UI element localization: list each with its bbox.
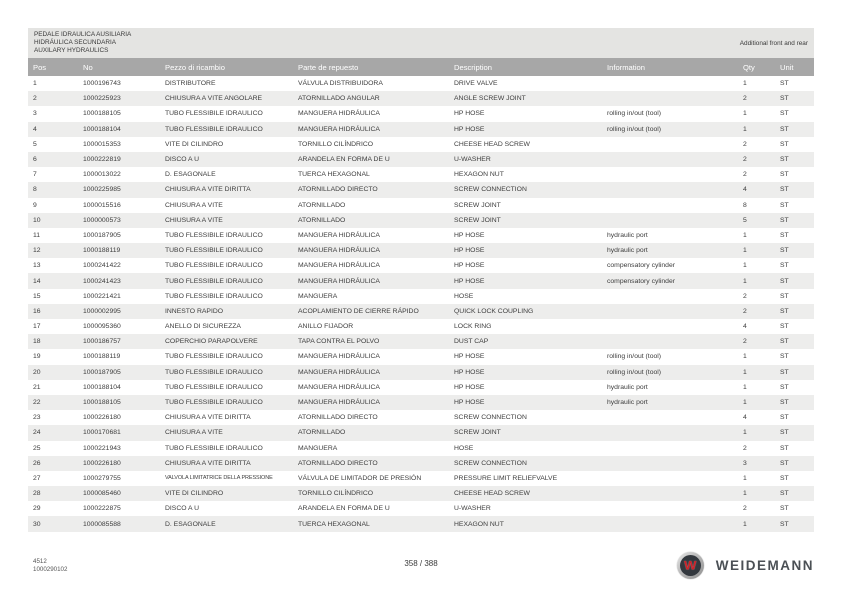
cell-information: compensatory cylinder bbox=[607, 277, 675, 285]
title-line-spanish: HIDRÁULICA SECUNDARIA bbox=[34, 39, 117, 46]
cell-no: 1000085460 bbox=[83, 490, 121, 498]
cell-description: HP HOSE bbox=[454, 125, 485, 133]
cell-no: 1000196743 bbox=[83, 80, 121, 88]
logo-inner-disc bbox=[680, 555, 701, 576]
table-row bbox=[28, 365, 814, 380]
table-row bbox=[28, 516, 814, 531]
cell-no: 1000187905 bbox=[83, 231, 121, 239]
cell-parte: VÁLVULA DISTRIBUIDORA bbox=[298, 80, 383, 88]
table-row bbox=[28, 334, 814, 349]
cell-pos: 1 bbox=[33, 80, 37, 88]
table-row bbox=[28, 304, 814, 319]
cell-pezzo: TUBO FLESSIBILE IDRAULICO bbox=[165, 262, 263, 270]
cell-parte: MANGUERA HIDRÁULICA bbox=[298, 110, 380, 118]
cell-no: 1000221943 bbox=[83, 444, 121, 452]
cell-information bbox=[602, 410, 738, 425]
cell-pezzo: TUBO FLESSIBILE IDRAULICO bbox=[165, 125, 263, 133]
cell-description: HEXAGON NUT bbox=[454, 171, 504, 179]
cell-pos: 30 bbox=[33, 520, 41, 528]
cell-description: HP HOSE bbox=[454, 383, 485, 391]
cell-qty: 2 bbox=[743, 307, 747, 315]
cell-no: 1000225923 bbox=[83, 95, 121, 103]
cell-parte: TUERCA HEXAGONAL bbox=[298, 520, 370, 528]
cell-pos: 28 bbox=[33, 490, 41, 498]
table-row bbox=[28, 410, 814, 425]
cell-information: rolling in/out (tool) bbox=[607, 125, 662, 133]
cell-information bbox=[602, 319, 738, 334]
table-row bbox=[28, 425, 814, 440]
cell-qty: 2 bbox=[743, 444, 747, 452]
cell-description: HP HOSE bbox=[454, 110, 485, 118]
cell-pezzo: TUBO FLESSIBILE IDRAULICO bbox=[165, 110, 263, 118]
cell-qty: 1 bbox=[743, 277, 747, 285]
section-title-block bbox=[28, 28, 814, 58]
cell-no: 1000188105 bbox=[83, 399, 121, 407]
cell-parte: MANGUERA HIDRÁULICA bbox=[298, 368, 380, 376]
cell-pezzo: TUBO FLESSIBILE IDRAULICO bbox=[165, 368, 263, 376]
cell-parte: MANGUERA HIDRÁULICA bbox=[298, 277, 380, 285]
title-line-italian: PEDALE IDRAULICA AUSILIARIA bbox=[34, 31, 132, 38]
cell-information: rolling in/out (tool) bbox=[607, 353, 662, 361]
cell-parte: TAPA CONTRA EL POLVO bbox=[298, 338, 380, 346]
cell-pos: 8 bbox=[33, 186, 37, 194]
page-content bbox=[28, 28, 814, 532]
cell-description: HP HOSE bbox=[454, 368, 485, 376]
cell-description: HP HOSE bbox=[454, 231, 485, 239]
cell-unit: ST bbox=[780, 520, 789, 528]
cell-no: 1000013022 bbox=[83, 171, 121, 179]
table-row bbox=[28, 486, 814, 501]
cell-qty: 1 bbox=[743, 80, 747, 88]
cell-pos: 29 bbox=[33, 505, 41, 513]
cell-unit: ST bbox=[780, 140, 789, 148]
cell-information bbox=[602, 486, 738, 501]
cell-information bbox=[602, 425, 738, 440]
cell-unit: ST bbox=[780, 505, 789, 513]
cell-description: HP HOSE bbox=[454, 353, 485, 361]
cell-qty: 1 bbox=[743, 262, 747, 270]
table-row bbox=[28, 380, 814, 395]
cell-no: 1000279755 bbox=[83, 474, 121, 482]
cell-qty: 5 bbox=[743, 216, 747, 224]
column-header-qty: Qty bbox=[738, 58, 775, 76]
cell-unit: ST bbox=[780, 414, 789, 422]
cell-information: hydraulic port bbox=[607, 247, 648, 255]
cell-parte: MANGUERA HIDRÁULICA bbox=[298, 262, 380, 270]
cell-description: SCREW CONNECTION bbox=[454, 459, 527, 467]
cell-no: 1000241422 bbox=[83, 262, 121, 270]
table-body bbox=[28, 76, 814, 532]
cell-no: 1000002995 bbox=[83, 307, 121, 315]
table-row bbox=[28, 122, 814, 137]
cell-parte: ATORNILLADO bbox=[298, 216, 346, 224]
cell-qty: 1 bbox=[743, 490, 747, 498]
cell-unit: ST bbox=[780, 307, 789, 315]
table-row bbox=[28, 137, 814, 152]
cell-qty: 8 bbox=[743, 201, 747, 209]
cell-unit: ST bbox=[780, 353, 789, 361]
cell-pos: 18 bbox=[33, 338, 41, 346]
cell-parte: MANGUERA HIDRÁULICA bbox=[298, 231, 380, 239]
table-row bbox=[28, 349, 814, 364]
table-row bbox=[28, 213, 814, 228]
cell-parte: ATORNILLADO bbox=[298, 201, 346, 209]
cell-parte: ATORNILLADO DIRECTO bbox=[298, 186, 378, 194]
cell-parte: ARANDELA EN FORMA DE U bbox=[298, 156, 390, 164]
title-line-english: AUXILARY HYDRAULICS bbox=[34, 47, 109, 54]
cell-unit: ST bbox=[780, 247, 789, 255]
table-row bbox=[28, 243, 814, 258]
cell-no: 1000188104 bbox=[83, 383, 121, 391]
table-row bbox=[28, 456, 814, 471]
cell-qty: 1 bbox=[743, 353, 747, 361]
cell-no: 1000187905 bbox=[83, 368, 121, 376]
cell-pezzo: COPERCHIO PARAPOLVERE bbox=[165, 338, 258, 346]
cell-parte: MANGUERA HIDRÁULICA bbox=[298, 247, 380, 255]
cell-qty: 1 bbox=[743, 429, 747, 437]
cell-description: U-WASHER bbox=[454, 156, 491, 164]
cell-description: HOSE bbox=[454, 444, 474, 452]
cell-no: 1000188104 bbox=[83, 125, 121, 133]
page-number: 358 / 388 bbox=[404, 559, 438, 568]
cell-pos: 20 bbox=[33, 368, 41, 376]
cell-pezzo: CHIUSURA A VITE DIRITTA bbox=[165, 459, 251, 467]
column-header-parte-de-repuesto: Parte de repuesto bbox=[293, 58, 449, 76]
cell-pos: 17 bbox=[33, 323, 41, 331]
cell-information bbox=[602, 456, 738, 471]
cell-pos: 21 bbox=[33, 383, 41, 391]
cell-information bbox=[602, 471, 738, 486]
cell-description: SCREW JOINT bbox=[454, 216, 501, 224]
cell-unit: ST bbox=[780, 338, 789, 346]
cell-description: SCREW CONNECTION bbox=[454, 186, 527, 194]
cell-parte: ATORNILLADO bbox=[298, 429, 346, 437]
cell-description: DUST CAP bbox=[454, 338, 489, 346]
cell-description: PRESSURE LIMIT RELIEFVALVE bbox=[454, 474, 558, 482]
cell-pos: 4 bbox=[33, 125, 37, 133]
cell-description: SCREW JOINT bbox=[454, 429, 501, 437]
cell-pos: 11 bbox=[33, 231, 41, 239]
parts-table bbox=[28, 58, 814, 532]
cell-pos: 26 bbox=[33, 459, 41, 467]
table-header-row bbox=[28, 58, 814, 76]
cell-description: HP HOSE bbox=[454, 399, 485, 407]
section-title bbox=[34, 31, 131, 55]
cell-parte: MANGUERA HIDRÁULICA bbox=[298, 353, 380, 361]
table-row bbox=[28, 319, 814, 334]
cell-parte: MANGUERA HIDRÁULICA bbox=[298, 399, 380, 407]
cell-pos: 19 bbox=[33, 353, 41, 361]
cell-qty: 2 bbox=[743, 338, 747, 346]
cell-parte: MANGUERA bbox=[298, 444, 338, 452]
cell-qty: 2 bbox=[743, 140, 747, 148]
column-header-no: No bbox=[78, 58, 160, 76]
cell-pezzo: TUBO FLESSIBILE IDRAULICO bbox=[165, 292, 263, 300]
weidemann-logo-icon bbox=[677, 552, 704, 579]
brand-name: WEIDEMANN bbox=[715, 558, 814, 573]
table-row bbox=[28, 228, 814, 243]
cell-unit: ST bbox=[780, 323, 789, 331]
table-row bbox=[28, 167, 814, 182]
cell-no: 1000221421 bbox=[83, 292, 121, 300]
cell-information bbox=[602, 441, 738, 456]
brand-logo bbox=[677, 552, 814, 579]
cell-parte: ANILLO FIJADOR bbox=[298, 323, 354, 331]
table-row bbox=[28, 152, 814, 167]
cell-description: HOSE bbox=[454, 292, 474, 300]
cell-pos: 23 bbox=[33, 414, 41, 422]
cell-pos: 9 bbox=[33, 201, 37, 209]
cell-pezzo: D. ESAGONALE bbox=[165, 520, 216, 528]
cell-no: 1000222819 bbox=[83, 156, 121, 164]
cell-information bbox=[602, 304, 738, 319]
table-row bbox=[28, 258, 814, 273]
cell-no: 1000222875 bbox=[83, 505, 121, 513]
cell-pos: 3 bbox=[33, 110, 37, 118]
table-row bbox=[28, 289, 814, 304]
cell-parte: ACOPLAMIENTO DE CIERRE RÁPIDO bbox=[298, 307, 419, 315]
logo-w-letter: W bbox=[684, 558, 697, 573]
cell-parte: TORNILLO CILÍNDRICO bbox=[298, 490, 374, 498]
cell-pezzo: D. ESAGONALE bbox=[165, 171, 216, 179]
cell-information bbox=[602, 182, 738, 197]
cell-no: 1000015516 bbox=[83, 201, 121, 209]
cell-unit: ST bbox=[780, 110, 789, 118]
cell-information bbox=[602, 152, 738, 167]
cell-qty: 1 bbox=[743, 368, 747, 376]
cell-information: rolling in/out (tool) bbox=[607, 110, 662, 118]
cell-information bbox=[602, 167, 738, 182]
cell-qty: 2 bbox=[743, 505, 747, 513]
cell-information: hydraulic port bbox=[607, 383, 648, 391]
cell-qty: 1 bbox=[743, 247, 747, 255]
cell-no: 1000226180 bbox=[83, 414, 121, 422]
cell-unit: ST bbox=[780, 156, 789, 164]
cell-pezzo: CHIUSURA A VITE bbox=[165, 429, 223, 437]
cell-unit: ST bbox=[780, 216, 789, 224]
cell-qty: 3 bbox=[743, 459, 747, 467]
cell-parte: VÁLVULA DE LIMITADOR DE PRESIÓN bbox=[298, 474, 422, 482]
cell-pos: 27 bbox=[33, 474, 41, 482]
cell-qty: 2 bbox=[743, 156, 747, 164]
cell-pezzo: TUBO FLESSIBILE IDRAULICO bbox=[165, 444, 263, 452]
cell-no: 1000188105 bbox=[83, 110, 121, 118]
cell-description: CHEESE HEAD SCREW bbox=[454, 140, 530, 148]
cell-pos: 16 bbox=[33, 307, 41, 315]
table-row bbox=[28, 395, 814, 410]
cell-description: DRIVE VALVE bbox=[454, 80, 498, 88]
cell-pezzo: INNESTO RAPIDO bbox=[165, 307, 224, 315]
cell-unit: ST bbox=[780, 201, 789, 209]
document-code: 4512 bbox=[33, 558, 47, 565]
cell-pezzo: DISCO A U bbox=[165, 505, 199, 513]
cell-pezzo: TUBO FLESSIBILE IDRAULICO bbox=[165, 247, 263, 255]
cell-no: 1000226180 bbox=[83, 459, 121, 467]
cell-unit: ST bbox=[780, 171, 789, 179]
cell-no: 1000241423 bbox=[83, 277, 121, 285]
cell-description: HP HOSE bbox=[454, 247, 485, 255]
cell-parte: ATORNILLADO DIRECTO bbox=[298, 459, 378, 467]
cell-qty: 1 bbox=[743, 110, 747, 118]
cell-qty: 1 bbox=[743, 231, 747, 239]
cell-pezzo: DISTRIBUTORE bbox=[165, 80, 216, 88]
cell-unit: ST bbox=[780, 262, 789, 270]
column-header-unit: Unit bbox=[775, 58, 814, 76]
cell-parte: TUERCA HEXAGONAL bbox=[298, 171, 370, 179]
cell-description: SCREW CONNECTION bbox=[454, 414, 527, 422]
cell-parte: MANGUERA HIDRÁULICA bbox=[298, 383, 380, 391]
cell-pezzo: CHIUSURA A VITE ANGOLARE bbox=[165, 95, 263, 103]
cell-information: compensatory cylinder bbox=[607, 262, 675, 270]
table-row bbox=[28, 501, 814, 516]
cell-pezzo: TUBO FLESSIBILE IDRAULICO bbox=[165, 399, 263, 407]
cell-unit: ST bbox=[780, 383, 789, 391]
cell-unit: ST bbox=[780, 292, 789, 300]
cell-information bbox=[602, 91, 738, 106]
cell-description: LOCK RING bbox=[454, 323, 492, 331]
cell-parte: ATORNILLADO DIRECTO bbox=[298, 414, 378, 422]
cell-information bbox=[602, 289, 738, 304]
cell-unit: ST bbox=[780, 444, 789, 452]
cell-information bbox=[602, 213, 738, 228]
cell-description: SCREW JOINT bbox=[454, 201, 501, 209]
cell-pezzo: TUBO FLESSIBILE IDRAULICO bbox=[165, 231, 263, 239]
cell-pezzo: DISCO A U bbox=[165, 156, 199, 164]
cell-pos: 24 bbox=[33, 429, 41, 437]
cell-no: 1000188119 bbox=[83, 353, 121, 361]
cell-no: 1000225985 bbox=[83, 186, 121, 194]
cell-qty: 2 bbox=[743, 95, 747, 103]
cell-description: ANGLE SCREW JOINT bbox=[454, 95, 526, 103]
cell-unit: ST bbox=[780, 490, 789, 498]
cell-qty: 1 bbox=[743, 474, 747, 482]
cell-unit: ST bbox=[780, 186, 789, 194]
cell-parte: MANGUERA HIDRÁULICA bbox=[298, 125, 380, 133]
page-footer bbox=[28, 552, 814, 584]
cell-pezzo: TUBO FLESSIBILE IDRAULICO bbox=[165, 383, 263, 391]
cell-information bbox=[602, 334, 738, 349]
cell-pos: 14 bbox=[33, 277, 41, 285]
cell-pezzo: VITE DI CILINDRO bbox=[165, 490, 224, 498]
table-row bbox=[28, 198, 814, 213]
table-row bbox=[28, 273, 814, 288]
cell-parte: ATORNILLADO ANGULAR bbox=[298, 95, 380, 103]
cell-description: CHEESE HEAD SCREW bbox=[454, 490, 530, 498]
cell-information bbox=[602, 137, 738, 152]
table-row bbox=[28, 441, 814, 456]
cell-pos: 12 bbox=[33, 247, 41, 255]
column-header-description: Description bbox=[449, 58, 602, 76]
cell-information bbox=[602, 516, 738, 531]
cell-no: 1000000573 bbox=[83, 216, 121, 224]
cell-description: HP HOSE bbox=[454, 277, 485, 285]
cell-pos: 6 bbox=[33, 156, 37, 164]
cell-pos: 2 bbox=[33, 95, 37, 103]
cell-pezzo: VITE DI CILINDRO bbox=[165, 140, 224, 148]
cell-unit: ST bbox=[780, 474, 789, 482]
cell-unit: ST bbox=[780, 125, 789, 133]
cell-no: 1000015353 bbox=[83, 140, 121, 148]
cell-pezzo: TUBO FLESSIBILE IDRAULICO bbox=[165, 353, 263, 361]
cell-pezzo: CHIUSURA A VITE DIRITTA bbox=[165, 414, 251, 422]
cell-no: 1000186757 bbox=[83, 338, 121, 346]
cell-qty: 4 bbox=[743, 414, 747, 422]
cell-information: hydraulic port bbox=[607, 399, 648, 407]
cell-unit: ST bbox=[780, 80, 789, 88]
column-header-pos: Pos bbox=[28, 58, 78, 76]
cell-unit: ST bbox=[780, 368, 789, 376]
table-row bbox=[28, 91, 814, 106]
cell-qty: 1 bbox=[743, 399, 747, 407]
section-note: Additional front and rear bbox=[739, 39, 808, 47]
cell-pos: 22 bbox=[33, 399, 41, 407]
cell-pezzo: ANELLO DI SICUREZZA bbox=[165, 323, 241, 331]
cell-parte: MANGUERA bbox=[298, 292, 338, 300]
cell-no: 1000170681 bbox=[83, 429, 121, 437]
cell-pos: 25 bbox=[33, 444, 41, 452]
cell-pezzo: CHIUSURA A VITE DIRITTA bbox=[165, 186, 251, 194]
cell-parte: ARANDELA EN FORMA DE U bbox=[298, 505, 390, 513]
cell-pezzo: TUBO FLESSIBILE IDRAULICO bbox=[165, 277, 263, 285]
cell-qty: 2 bbox=[743, 292, 747, 300]
cell-qty: 1 bbox=[743, 125, 747, 133]
table-row bbox=[28, 182, 814, 197]
cell-unit: ST bbox=[780, 429, 789, 437]
cell-pos: 5 bbox=[33, 140, 37, 148]
cell-information: hydraulic port bbox=[607, 231, 648, 239]
table-row bbox=[28, 471, 814, 486]
cell-pezzo: CHIUSURA A VITE bbox=[165, 201, 223, 209]
cell-pos: 10 bbox=[33, 216, 41, 224]
cell-unit: ST bbox=[780, 231, 789, 239]
column-header-pezzo-di-ricambio: Pezzo di ricambio bbox=[160, 58, 293, 76]
cell-description: HEXAGON NUT bbox=[454, 520, 504, 528]
cell-unit: ST bbox=[780, 459, 789, 467]
cell-information bbox=[602, 76, 738, 91]
cell-qty: 4 bbox=[743, 186, 747, 194]
cell-pos: 13 bbox=[33, 262, 41, 270]
cell-description: HP HOSE bbox=[454, 262, 485, 270]
cell-pos: 15 bbox=[33, 292, 41, 300]
document-number: 1000290102 bbox=[33, 565, 68, 573]
cell-pezzo: CHIUSURA A VITE bbox=[165, 216, 223, 224]
cell-unit: ST bbox=[780, 95, 789, 103]
cell-information bbox=[602, 198, 738, 213]
cell-description: QUICK LOCK COUPLING bbox=[454, 307, 534, 315]
cell-information bbox=[602, 501, 738, 516]
cell-pos: 7 bbox=[33, 171, 37, 179]
cell-parte: TORNILLO CILÍNDRICO bbox=[298, 140, 374, 148]
cell-qty: 4 bbox=[743, 323, 747, 331]
cell-information: rolling in/out (tool) bbox=[607, 368, 662, 376]
cell-no: 1000188119 bbox=[83, 247, 121, 255]
column-header-information: Information bbox=[602, 58, 738, 76]
cell-no: 1000085588 bbox=[83, 520, 121, 528]
cell-qty: 1 bbox=[743, 383, 747, 391]
cell-no: 1000095360 bbox=[83, 323, 121, 331]
cell-unit: ST bbox=[780, 399, 789, 407]
table-row bbox=[28, 106, 814, 121]
table-row bbox=[28, 76, 814, 91]
cell-unit: ST bbox=[780, 277, 789, 285]
cell-qty: 2 bbox=[743, 171, 747, 179]
cell-description: U-WASHER bbox=[454, 505, 491, 513]
cell-qty: 1 bbox=[743, 520, 747, 528]
cell-pezzo: VALVOLA LIMITATRICE DELLA PRESSIONE bbox=[165, 475, 273, 482]
